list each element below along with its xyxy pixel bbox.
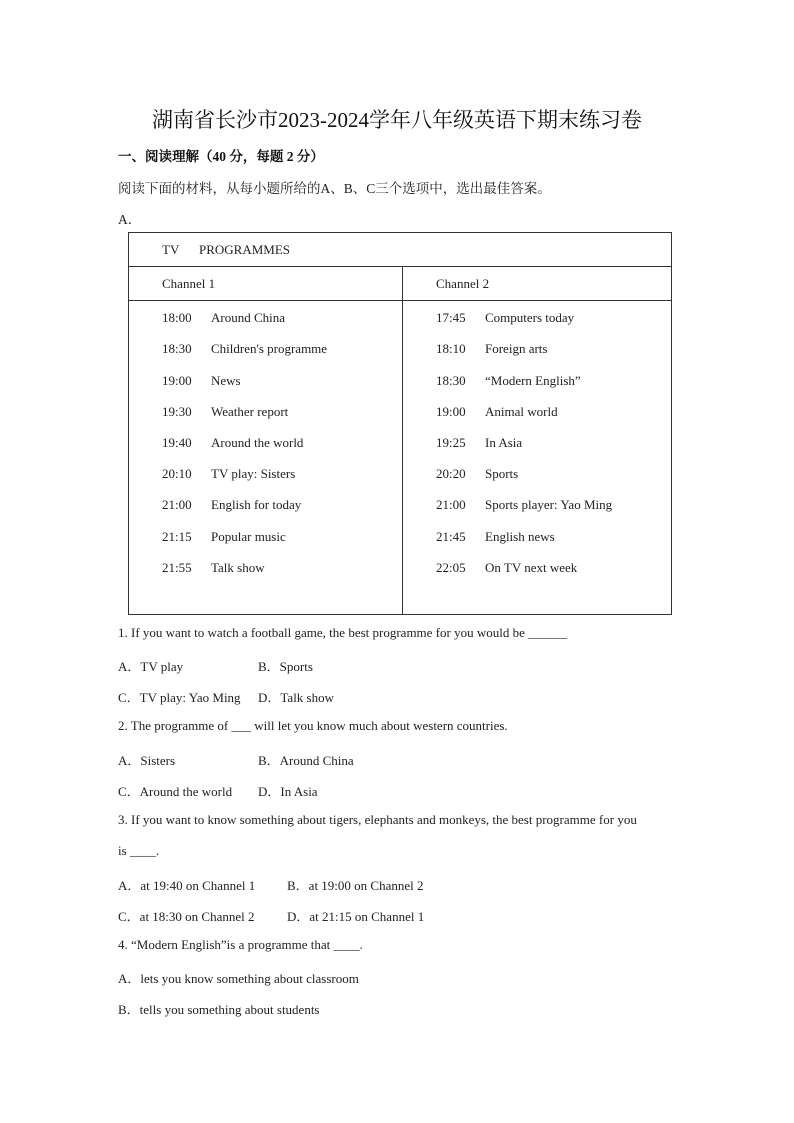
ch1-programme: Around China	[211, 310, 286, 325]
question-3-option-b: B．at 19:00 on Channel 2	[287, 878, 424, 893]
table-header-tv: TV	[162, 242, 180, 257]
question-2-option-a: A．Sisters	[118, 753, 176, 768]
ch1-programme: News	[211, 373, 241, 388]
ch1-time: 21:00	[162, 497, 192, 512]
ch2-time: 21:45	[436, 529, 466, 544]
ch1-time: 18:30	[162, 341, 192, 356]
section-heading: 一、阅读理解（40 分，每题 2 分）	[118, 149, 324, 164]
question-2-option-c: C．Around the world	[118, 784, 233, 799]
table-column-divider	[402, 266, 403, 614]
passage-label: A．	[118, 212, 142, 227]
ch2-time: 21:00	[436, 497, 466, 512]
table-divider	[129, 266, 671, 267]
ch1-time: 19:30	[162, 404, 192, 419]
ch1-programme: Weather report	[211, 404, 289, 419]
ch2-time: 19:00	[436, 404, 466, 419]
question-3-stem-continued: is ____.	[118, 843, 160, 858]
ch2-time: 18:10	[436, 341, 466, 356]
question-4-option-b: B．tells you something about students	[118, 1002, 320, 1017]
ch2-programme: In Asia	[485, 435, 523, 450]
page-title: 湖南省长沙市2023-2024学年八年级英语下期末练习卷	[152, 108, 642, 132]
question-2-option-b: B．Around China	[258, 753, 354, 768]
ch1-programme: TV play: Sisters	[211, 466, 296, 481]
question-3-option-d: D．at 21:15 on Channel 1	[287, 909, 425, 924]
question-1-option-d: D．Talk show	[258, 690, 335, 705]
ch1-programme: Popular music	[211, 529, 286, 544]
question-1-stem: 1. If you want to watch a football game, the best programme for you would be ______	[118, 625, 568, 640]
ch2-time: 22:05	[436, 560, 466, 575]
ch1-time: 19:40	[162, 435, 192, 450]
channel2-header: Channel 2	[436, 276, 490, 291]
ch2-time: 17:45	[436, 310, 466, 325]
ch1-time: 21:55	[162, 560, 192, 575]
ch2-programme: Animal world	[485, 404, 558, 419]
question-4-option-a: A．lets you know something about classroom	[118, 971, 359, 986]
ch1-programme: Talk show	[211, 560, 265, 575]
table-divider	[129, 300, 671, 301]
channel1-header: Channel 1	[162, 276, 216, 291]
instruction-text: 阅读下面的材料，从每小题所给的A、B、C三个选项中，选出最佳答案。	[118, 181, 551, 196]
ch1-time: 21:15	[162, 529, 192, 544]
ch2-programme: Sports	[485, 466, 519, 481]
ch1-time: 20:10	[162, 466, 192, 481]
ch2-time: 18:30	[436, 373, 466, 388]
question-3-option-a: A．at 19:40 on Channel 1	[118, 878, 256, 893]
question-1-option-b: B．Sports	[258, 659, 313, 674]
question-3-option-c: C．at 18:30 on Channel 2	[118, 909, 255, 924]
ch1-time: 19:00	[162, 373, 192, 388]
ch2-programme: On TV next week	[485, 560, 578, 575]
ch1-programme: Children's programme	[211, 341, 328, 356]
ch2-time: 20:20	[436, 466, 466, 481]
ch2-programme: “Modern English”	[485, 373, 581, 388]
question-2-option-d: D．In Asia	[258, 784, 318, 799]
question-4-stem: 4. “Modern English”is a programme that ____.	[118, 937, 363, 952]
ch2-programme: English news	[485, 529, 555, 544]
ch2-programme: Foreign arts	[485, 341, 548, 356]
question-1-option-c: C．TV play: Yao Ming	[118, 690, 241, 705]
question-2-stem: 2. The programme of ___ will let you know much about western countries.	[118, 718, 508, 733]
ch2-time: 19:25	[436, 435, 466, 450]
ch2-programme: Computers today	[485, 310, 575, 325]
ch1-programme: Around the world	[211, 435, 304, 450]
table-header-programmes: PROGRAMMES	[199, 242, 291, 257]
ch2-programme: Sports player: Yao Ming	[485, 497, 613, 512]
tv-programmes-table	[128, 232, 672, 615]
ch1-time: 18:00	[162, 310, 192, 325]
question-3-stem: 3. If you want to know something about tigers, elephants and monkeys, the best programme for you	[118, 812, 637, 827]
ch1-programme: English for today	[211, 497, 302, 512]
question-1-option-a: A．TV play	[118, 659, 184, 674]
